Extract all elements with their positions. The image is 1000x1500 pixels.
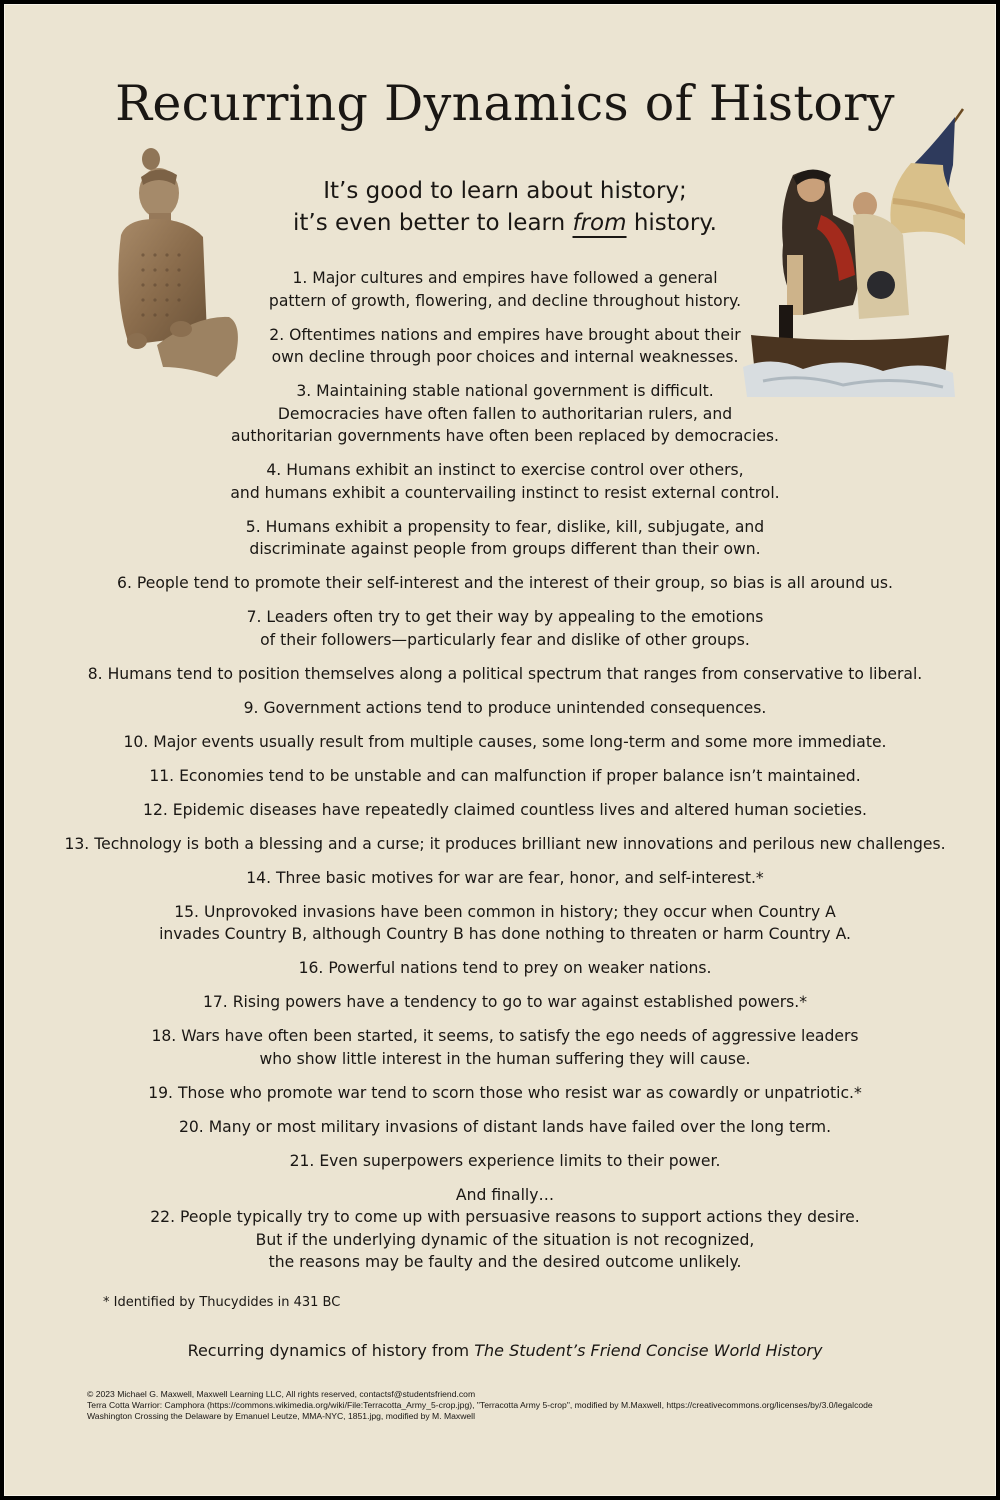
subtitle-line-2 xyxy=(235,207,775,239)
item-line: and humans exhibit a countervailing instinct to resist external control. xyxy=(230,483,780,502)
dynamics-list xyxy=(5,267,1000,1274)
item-line: who show little interest in the human suffering they will cause. xyxy=(259,1049,751,1068)
item-line: 17. Rising powers have a tendency to go to war against established powers.* xyxy=(202,993,808,1011)
subtitle-quote xyxy=(235,175,775,239)
book-title: The Student’s Friend Concise World History xyxy=(474,1341,823,1360)
dynamic-item-18 xyxy=(5,1025,1000,1070)
subtitle-text: history. xyxy=(626,210,717,236)
item-line: of their followers—particularly fear and dislike of other groups. xyxy=(260,630,750,649)
warrior-image-credit: Terra Cotta Warrior: Camphora (https://commons.wikimedia.org/wiki/File:Terracotta_Army_5-crop.jpg), "Terracotta Army 5-crop", modified by M.Maxwell, https://creativecommons.org/licenses/by/3.0/legalcode xyxy=(87,1400,873,1410)
dynamic-item-16 xyxy=(5,957,1000,980)
source-attribution xyxy=(5,1341,1000,1360)
item-line: 5. Humans exhibit a propensity to fear, dislike, kill, subjugate, and xyxy=(245,517,765,536)
subtitle-line-1: It’s good to learn about history; xyxy=(323,178,687,204)
item-line: invades Country B, although Country B has done nothing to threaten or harm Country A. xyxy=(159,925,851,943)
dynamic-item-19 xyxy=(5,1082,1000,1105)
copyright-line: © 2023 Michael G. Maxwell, Maxwell Learning LLC, All rights reserved, contactsf@studentsfriend.com xyxy=(87,1389,476,1399)
item-line: 3. Maintaining stable national government is difficult. xyxy=(296,382,714,400)
dynamic-item-4 xyxy=(5,459,1000,504)
item-line: 6. People tend to promote their self-interest and the interest of their group, so bias is all around us. xyxy=(117,574,893,592)
dynamic-item-20 xyxy=(5,1116,1000,1139)
dynamic-item-3 xyxy=(5,380,1000,448)
item-line: 15. Unprovoked invasions have been common in history; they occur when Country A xyxy=(174,902,836,921)
item-line: 11. Economies tend to be unstable and can malfunction if proper balance isn’t maintained. xyxy=(149,766,861,785)
item-line: 7. Leaders often try to get their way by appealing to the emotions xyxy=(246,608,764,626)
source-prefix: Recurring dynamics of history from xyxy=(187,1341,475,1360)
item-line: 9. Government actions tend to produce unintended consequences. xyxy=(243,698,767,717)
item-line: 21. Even superpowers experience limits to their power. xyxy=(289,1151,721,1170)
item-line: 13. Technology is both a blessing and a curse; it produces brilliant new innovations and perilous new challenges. xyxy=(64,834,946,853)
dynamic-item-9 xyxy=(5,697,1000,720)
dynamic-item-8 xyxy=(5,663,1000,686)
item-line: But if the underlying dynamic of the situation is not recognized, xyxy=(255,1230,755,1249)
dynamic-item-5 xyxy=(5,516,1000,561)
dynamic-item-17 xyxy=(5,991,1000,1014)
item-line: 4. Humans exhibit an instinct to exercise control over others, xyxy=(266,461,744,479)
dynamic-item-22 xyxy=(5,1184,1000,1274)
item-line: 16. Powerful nations tend to prey on weaker nations. xyxy=(298,959,712,977)
item-line: 10. Major events usually result from multiple causes, some long-term and some more immediate. xyxy=(123,732,887,751)
item-line: 12. Epidemic diseases have repeatedly claimed countless lives and altered human societies. xyxy=(143,800,867,819)
item-line: authoritarian governments have often been replaced by democracies. xyxy=(230,427,780,445)
item-line: 1. Major cultures and empires have followed a general xyxy=(292,269,718,287)
item-line: 14. Three basic motives for war are fear, honor, and self-interest.* xyxy=(246,868,764,887)
item-line: 22. People typically try to come up with persuasive reasons to support actions they desire. xyxy=(150,1208,860,1226)
item-line: 19. Those who promote war tend to scorn those who resist war as cowardly or unpatriotic.* xyxy=(148,1083,862,1102)
dynamic-item-2 xyxy=(5,324,1000,369)
dynamic-item-1 xyxy=(5,267,1000,312)
item-line: 20. Many or most military invasions of distant lands have failed over the long term. xyxy=(178,1117,832,1136)
poster xyxy=(4,4,996,1496)
dynamic-item-21 xyxy=(5,1150,1000,1173)
subtitle-text: it’s even better to learn xyxy=(293,210,573,236)
dynamic-item-11 xyxy=(5,765,1000,788)
dynamic-item-10 xyxy=(5,731,1000,754)
dynamic-item-12 xyxy=(5,799,1000,822)
item-line: 2. Oftentimes nations and empires have brought about their xyxy=(269,325,741,344)
poster-title: Recurring Dynamics of History xyxy=(115,75,895,132)
dynamic-item-7 xyxy=(5,606,1000,651)
dynamic-item-13 xyxy=(5,833,1000,856)
and-finally-label: And finally… xyxy=(455,1185,555,1204)
item-line: discriminate against people from groups different than their own. xyxy=(249,540,761,558)
item-line: 18. Wars have often been started, it seems, to satisfy the ego needs of aggressive leaders xyxy=(151,1027,859,1045)
dynamic-item-14 xyxy=(5,867,1000,890)
emphasis-from: from xyxy=(572,210,627,236)
dynamic-item-6 xyxy=(5,572,1000,595)
item-line: pattern of growth, flowering, and decline throughout history. xyxy=(268,291,742,310)
item-line: 8. Humans tend to position themselves along a political spectrum that ranges from conservative to liberal. xyxy=(87,664,923,683)
item-line: own decline through poor choices and internal weaknesses. xyxy=(271,348,739,366)
washington-image-credit: Washington Crossing the Delaware by Emanuel Leutze, MMA-NYC, 1851.jpg, modified by M. Maxwell xyxy=(87,1411,476,1421)
thucydides-footnote: * Identified by Thucydides in 431 BC xyxy=(103,1295,341,1310)
credits xyxy=(87,1389,873,1422)
item-line: the reasons may be faulty and the desired outcome unlikely. xyxy=(268,1253,742,1271)
item-line: Democracies have often fallen to authoritarian rulers, and xyxy=(277,404,733,423)
dynamic-item-15 xyxy=(5,901,1000,946)
